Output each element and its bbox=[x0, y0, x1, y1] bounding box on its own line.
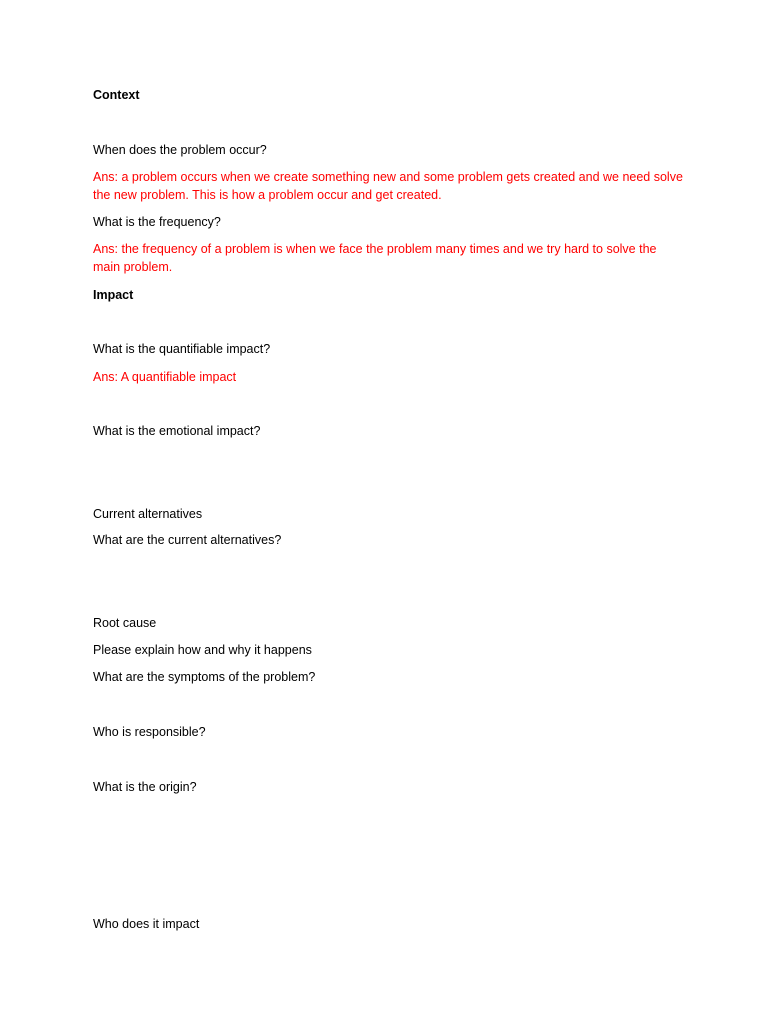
root-cause-explain: Please explain how and why it happens bbox=[93, 643, 312, 657]
question-quantifiable-impact: What is the quantifiable impact? bbox=[93, 342, 271, 356]
answer-quantifiable-impact: Ans: A quantifiable impact bbox=[93, 370, 237, 384]
question-when: When does the problem occur? bbox=[93, 143, 267, 157]
context-heading: Context bbox=[93, 88, 140, 102]
question-frequency: What is the frequency? bbox=[93, 215, 221, 229]
question-symptoms: What are the symptoms of the problem? bbox=[93, 670, 316, 684]
alternatives-heading: Current alternatives bbox=[93, 507, 203, 521]
who-does-it-impact: Who does it impact bbox=[93, 917, 200, 931]
question-responsible: Who is responsible? bbox=[93, 725, 206, 739]
root-cause-heading: Root cause bbox=[93, 616, 157, 630]
question-emotional-impact: What is the emotional impact? bbox=[93, 424, 261, 438]
answer-when: Ans: a problem occurs when we create something new and some problem gets created and we need solve the new problem. This is how a problem occur and get created. bbox=[93, 170, 683, 202]
impact-heading: Impact bbox=[93, 288, 134, 302]
answer-frequency: Ans: the frequency of a problem is when we face the problem many times and we try hard to solve the main problem. bbox=[93, 242, 657, 274]
question-alternatives: What are the current alternatives? bbox=[93, 533, 282, 547]
question-origin: What is the origin? bbox=[93, 780, 197, 794]
